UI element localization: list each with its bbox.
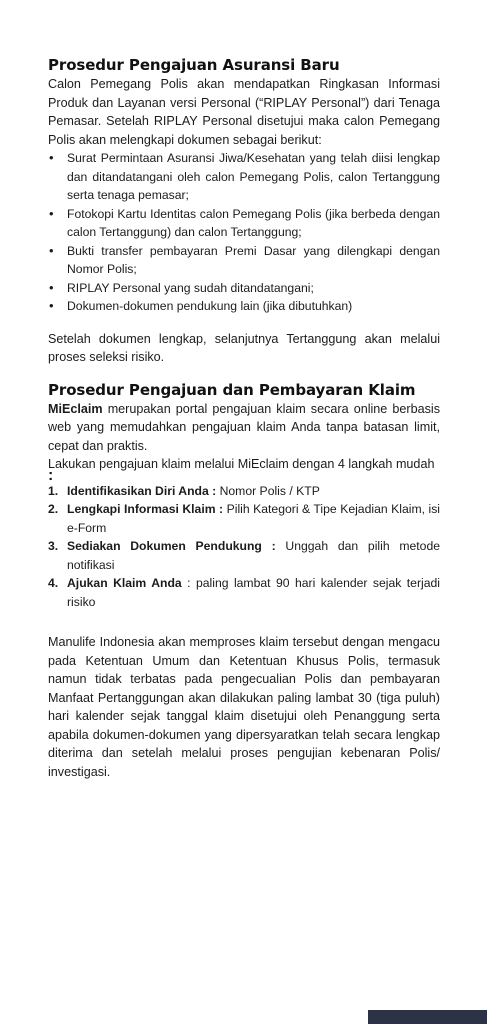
new-insurance-outro: Setelah dokumen lengkap, selanjutnya Tertanggung akan melalui proses seleksi risiko. [48, 331, 440, 364]
list-item: • Dokumen-dokumen pendukung lain (jika dibutuhkan) [48, 297, 440, 316]
list-item: 2. Lengkapi Informasi Klaim : Pilih Kategori & Tipe Kejadian Klaim, isi e-Form [48, 502, 440, 535]
section-title-new-insurance: Prosedur Pengajuan Asuransi Baru [48, 56, 340, 74]
bullet-icon: • [49, 298, 54, 313]
brand-name: MiEclaim [48, 401, 103, 416]
claims-steps-lead: Lakukan pengajuan klaim melalui MiEclaim dengan 4 langkah mudah [48, 457, 435, 471]
claims-steps-lead-colon: : [48, 466, 54, 484]
new-insurance-intro: Calon Pemegang Polis akan mendapatkan Ringkasan Informasi Produk dan Layanan versi Personal (“RIPLAY Personal”) dari Tenaga Pemasar. Setelah RIPLAY Personal disetujui maka calon Pemegang Polis akan melengkapi dokumen sebagai berikut: [48, 77, 440, 147]
list-item: • RIPLAY Personal yang sudah ditandatangani; [48, 279, 440, 298]
list-item: • Surat Permintaan Asuransi Jiwa/Kesehatan yang telah diisi lengkap dan ditandatangani oleh calon Pemegang Polis, calon Tertanggung serta tenaga pemasar; [49, 150, 440, 202]
required-documents-list [48, 149, 440, 316]
claim-steps-list [48, 482, 440, 612]
bullet-icon: • [49, 279, 54, 295]
bullet-icon: • [49, 242, 54, 258]
bullet-icon: • [49, 205, 54, 221]
list-item: • Fotokopi Kartu Identitas calon Pemegang Polis (jika berbeda dengan calon Tertanggung) dan calon Tertanggung; [49, 205, 440, 239]
claims-closing: Manulife Indonesia akan memproses klaim tersebut dengan mengacu pada Ketentuan Umum dan Ketentuan Khusus Polis, termasuk namun tidak terbatas pada pengecualian Polis dan pembayaran Manfaat Pertanggungan akan dilakukan paling lambat 30 (tiga puluh) hari kalender sejak tanggal klaim disetujui oleh Penanggung serta apabila dokumen-dokumen yang dipersyaratkan telah secara lengkap diterima dan setelah melalui proses pengujian kebenaran Polis/ investigasi. [48, 635, 440, 779]
claims-intro: MiEclaim merupakan portal pengajuan klaim secara online berbasis web yang memudahkan pengajuan klaim Anda tanpa batasan limit, cepat dan praktis. [48, 401, 440, 453]
list-item: 4. Ajukan Klaim Anda : paling lambat 90 hari kalender sejak terjadi risiko [48, 576, 440, 609]
document-page [48, 56, 440, 781]
list-item: • Bukti transfer pembayaran Premi Dasar yang dilengkapi dengan Nomor Polis; [49, 242, 440, 276]
list-item: 3. Sediakan Dokumen Pendukung : Unggah dan pilih metode notifikasi [48, 539, 440, 572]
list-item: 1. Identifikasikan Diri Anda : Nomor Polis / KTP [48, 483, 320, 498]
footer-bar [368, 1010, 487, 1024]
section-title-claims: Prosedur Pengajuan dan Pembayaran Klaim [48, 380, 416, 399]
bullet-icon: • [49, 150, 54, 165]
